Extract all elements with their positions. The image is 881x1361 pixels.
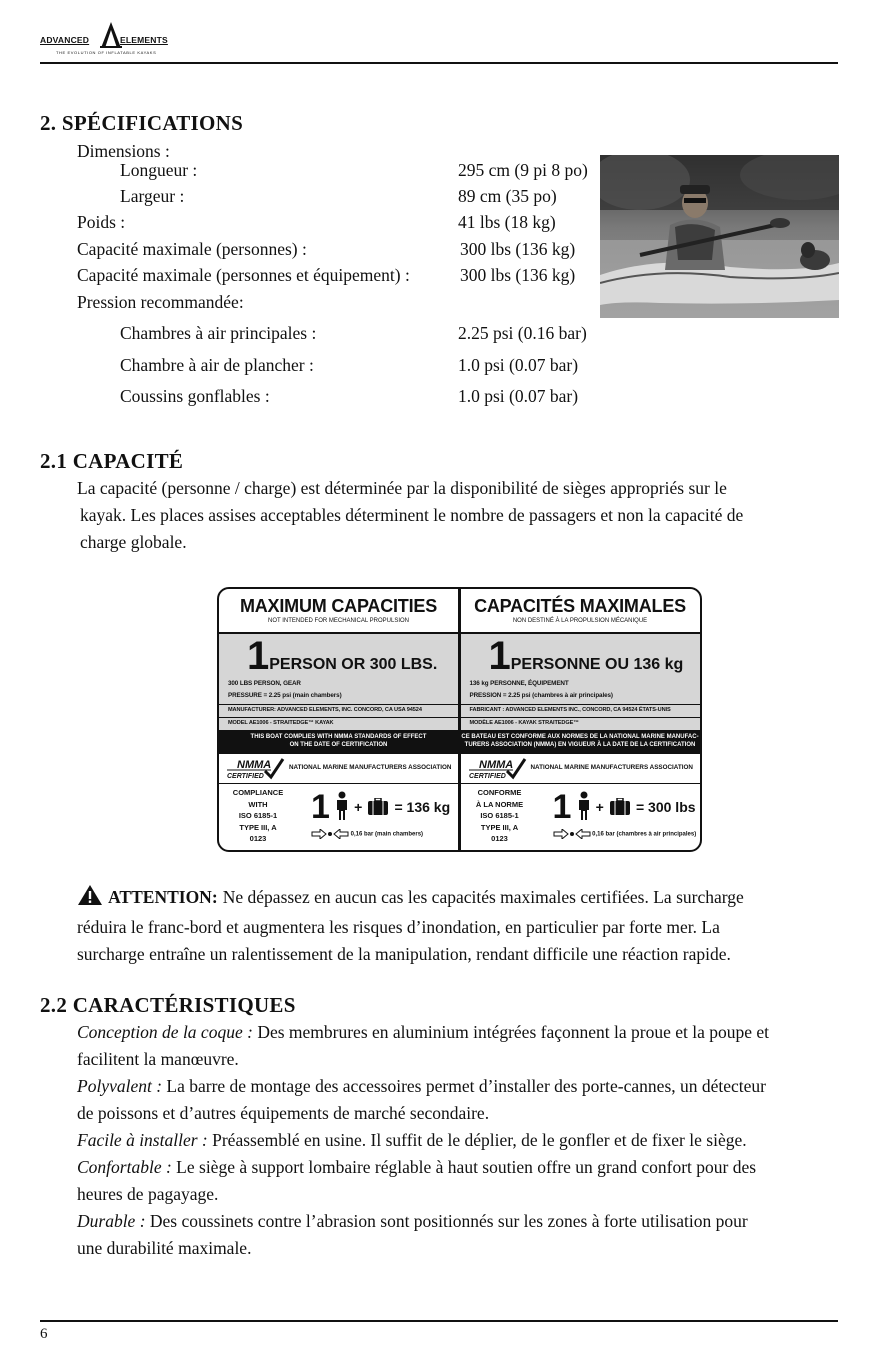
- feature-text: Le siège à support lombaire réglable à haut soutien offre un grand confort pour des: [171, 1157, 757, 1177]
- plate-formula: [553, 789, 696, 825]
- plate-nmma-row: [219, 754, 458, 784]
- warning-icon: [77, 884, 103, 906]
- iso-line: 0123: [249, 834, 267, 843]
- spec-label: Capacité maximale (personnes et équipement) :: [77, 265, 410, 285]
- nmma-certified-text: CERTIFIED: [468, 773, 506, 780]
- spec-label: Chambre à air de plancher :: [120, 355, 314, 375]
- feature-term: Confortable :: [77, 1157, 172, 1177]
- feature-item: [77, 1208, 748, 1235]
- capacity-plate-en: [219, 589, 458, 850]
- spec-label: Pression recommandée:: [77, 292, 244, 312]
- iso-line: TYPE III, A: [239, 822, 277, 832]
- plate-line: PRESSURE = 2.25 psi (main chambers): [228, 692, 342, 699]
- feature-term: Durable :: [77, 1211, 146, 1231]
- brand-left-text: ADVANCED: [40, 35, 90, 45]
- plate-compliance-line: ON THE DATE OF CERTIFICATION: [289, 742, 388, 748]
- iso-line: CONFORME: [477, 788, 522, 797]
- plate-compliance-line: CE BATEAU EST CONFORME AUX NORMES DE LA NATIONAL MARINE MANUFAC-: [461, 734, 699, 740]
- warning-label: ATTENTION:: [108, 887, 218, 907]
- paragraph-line: charge globale.: [80, 532, 187, 552]
- spec-label: Longueur :: [120, 160, 198, 180]
- feature-text: La barre de montage des accessoires permet d’installer des porte-cannes, un détecteur: [162, 1076, 766, 1096]
- feature-term: Polyvalent :: [77, 1076, 163, 1096]
- spec-value: 295 cm (9 pi 8 po): [458, 160, 588, 180]
- pressure-text: 0,16 bar (chambres à air principales): [592, 831, 697, 838]
- plate-compliance-line: THIS BOAT COMPLIES WITH NMMA STANDARDS OF EFFECT: [250, 734, 427, 740]
- nmma-certified-text: CERTIFIED: [227, 773, 264, 780]
- person-icon: [577, 791, 591, 821]
- plate-pressure: [553, 829, 697, 839]
- luggage-icon: [609, 798, 631, 816]
- pressure-text: 0,16 bar (main chambers): [350, 831, 424, 838]
- paragraph-line: kayak. Les places assises acceptables déterminent le nombre de passagers et non la capacité de: [80, 505, 744, 525]
- plate-manufacturer: FABRICANT : ADVANCED ELEMENTS INC., CONCORD, CA 94524 ÉTATS-UNIS: [469, 707, 671, 713]
- plate-line: 300 LBS PERSON, GEAR: [228, 680, 301, 687]
- plate-capacity-panel: [461, 632, 700, 732]
- plate-model: MODEL AE1006 - STRAITEDGE™ KAYAK: [228, 720, 334, 726]
- feature-item: [77, 1073, 766, 1100]
- feature-text: Des coussinets contre l’abrasion sont positionnés sur les zones à forte utilisation pour: [145, 1211, 748, 1231]
- header-divider: [40, 62, 838, 64]
- feature-text: Préassemblé en usine. Il suffit de le déplier, de le gonfler et de fixer le siège.: [207, 1130, 747, 1150]
- plate-big-capacity: [247, 636, 437, 676]
- plate-line: 136 kg PERSONNE, ÉQUIPEMENT: [469, 680, 569, 687]
- formula-result: = 300 lbs: [635, 799, 696, 815]
- nmma-mark-text: NMMA: [237, 759, 272, 771]
- capacity-plate: [217, 587, 702, 852]
- formula-number: 1: [311, 788, 330, 826]
- warning-text: Ne dépassez en aucun cas les capacités maximales certifiées. La surcharge: [222, 887, 744, 907]
- brand-logo: [40, 22, 185, 58]
- spec-value: 1.0 psi (0.07 bar): [458, 355, 579, 375]
- iso-line: ISO 6185-1: [480, 811, 519, 820]
- nmma-mark-text: NMMA: [478, 759, 513, 771]
- plate-iso-compliance: [465, 787, 535, 845]
- iso-line: COMPLIANCE: [232, 788, 284, 797]
- warning-line: réduira le franc-bord et augmentera les risques d’inondation, en particulier par forte mer. La: [77, 917, 720, 937]
- spec-label: Chambres à air principales :: [120, 323, 317, 343]
- plate-iso-compliance: [223, 787, 293, 845]
- spec-value: 300 lbs (136 kg): [460, 239, 576, 259]
- spec-label: Poids :: [77, 212, 126, 232]
- section-heading-features: 2.2 CARACTÉRISTIQUES: [40, 993, 296, 1017]
- spec-value: 89 cm (35 po): [458, 186, 557, 206]
- feature-text: Des membrures en aluminium intégrées façonnent la proue et la poupe et: [252, 1022, 770, 1042]
- plate-big-text: PERSON OR 300 LBS.: [269, 656, 438, 673]
- plate-rule: [219, 717, 458, 718]
- pressure-arrows-icon: [553, 829, 591, 839]
- page-number: 6: [40, 1326, 48, 1342]
- plate-manufacturer: MANUFACTURER: ADVANCED ELEMENTS, INC. CONCORD, CA USA 94524: [228, 707, 422, 713]
- feature-term: Conception de la coque :: [77, 1022, 253, 1042]
- plate-big-number: 1: [488, 634, 511, 678]
- warning-block: [77, 884, 744, 911]
- plate-association: NATIONAL MARINE MANUFACTURERS ASSOCIATION: [530, 764, 693, 771]
- feature-line: de poissons et d’autres équipements de marché secondaire.: [77, 1103, 490, 1123]
- footer-divider: [40, 1320, 838, 1322]
- feature-item: [77, 1154, 756, 1181]
- plate-rule: [461, 717, 700, 718]
- warning-line: surcharge entraîne un ralentissement de la manipulation, rendant difficile une réaction rapide.: [77, 944, 731, 964]
- kayaker-photo: [600, 155, 839, 318]
- feature-line: heures de pagayage.: [77, 1184, 219, 1204]
- logo-a-icon: [100, 22, 122, 50]
- spec-value: 2.25 psi (0.16 bar): [458, 323, 587, 343]
- spec-label: Coussins gonflables :: [120, 386, 270, 406]
- plate-subtitle: NON DESTINÉ À LA PROPULSION MÉCANIQUE: [512, 618, 648, 624]
- spec-dimensions-label: Dimensions :: [77, 141, 170, 161]
- plate-big-text: PERSONNE OU 136 kg: [510, 656, 684, 673]
- plate-subtitle: NOT INTENDED FOR MECHANICAL PROPULSION: [267, 618, 410, 624]
- feature-line: une durabilité maximale.: [77, 1238, 252, 1258]
- feature-item: [77, 1019, 769, 1046]
- spec-label: Largeur :: [120, 186, 185, 206]
- plate-title: CAPACITÉS MAXIMALES: [474, 596, 686, 616]
- formula-number: 1: [552, 788, 572, 826]
- section-heading-specs: 2. SPÉCIFICATIONS: [40, 111, 244, 135]
- iso-line: WITH: [248, 799, 268, 809]
- nmma-certified-icon: [467, 757, 527, 781]
- pressure-arrows-icon: [311, 829, 349, 839]
- plate-rule: [461, 704, 700, 705]
- formula-plus: +: [595, 799, 604, 815]
- plate-compliance-line: TURERS ASSOCIATION (NMMA) EN VIGUEUR À LA DATE DE LA CERTIFICATION: [464, 742, 696, 748]
- plate-pressure: [311, 829, 423, 839]
- spec-label: Capacité maximale (personnes) :: [77, 239, 307, 259]
- plate-model: MODÈLE AE1006 - KAYAK STRAITEDGE™: [469, 720, 579, 726]
- spec-value: 1.0 psi (0.07 bar): [458, 386, 579, 406]
- formula-result: = 136 kg: [394, 799, 451, 815]
- section-heading-capacity: 2.1 CAPACITÉ: [40, 449, 184, 473]
- feature-term: Facile à installer :: [77, 1130, 208, 1150]
- plate-compliance-banner: [461, 730, 700, 754]
- iso-line: 0123: [491, 834, 508, 843]
- plate-capacity-panel: [219, 632, 458, 732]
- plate-formula: [311, 789, 450, 825]
- brand-right-text: ELEMENTS: [120, 35, 168, 45]
- iso-line: TYPE III, A: [480, 822, 519, 832]
- formula-plus: +: [354, 799, 363, 815]
- plate-association: NATIONAL MARINE MANUFACTURERS ASSOCIATION: [289, 764, 452, 771]
- plate-title: MAXIMUM CAPACITIES: [239, 596, 438, 616]
- plate-line: PRESSION = 2.25 psi (chambres à air principales): [469, 692, 613, 699]
- plate-rule: [219, 704, 458, 705]
- plate-nmma-row: [461, 754, 700, 784]
- plate-big-number: 1: [247, 634, 270, 678]
- person-icon: [335, 791, 349, 821]
- plate-compliance-banner: [219, 730, 458, 754]
- capacity-plate-fr: [461, 589, 700, 850]
- paragraph-line: La capacité (personne / charge) est déterminée par la disponibilité de sièges appropriés sur le: [77, 478, 727, 498]
- spec-value: 300 lbs (136 kg): [460, 265, 576, 285]
- feature-line: facilitent la manœuvre.: [77, 1049, 239, 1069]
- iso-line: ISO 6185-1: [238, 811, 278, 820]
- brand-tagline: THE EVOLUTION OF INFLATABLE KAYAKS: [56, 50, 157, 55]
- spec-value: 41 lbs (18 kg): [458, 212, 556, 232]
- nmma-certified-icon: [225, 757, 285, 781]
- luggage-icon: [367, 798, 389, 816]
- iso-line: À LA NORME: [475, 799, 524, 809]
- feature-item: [77, 1127, 747, 1154]
- plate-big-capacity: [489, 636, 684, 676]
